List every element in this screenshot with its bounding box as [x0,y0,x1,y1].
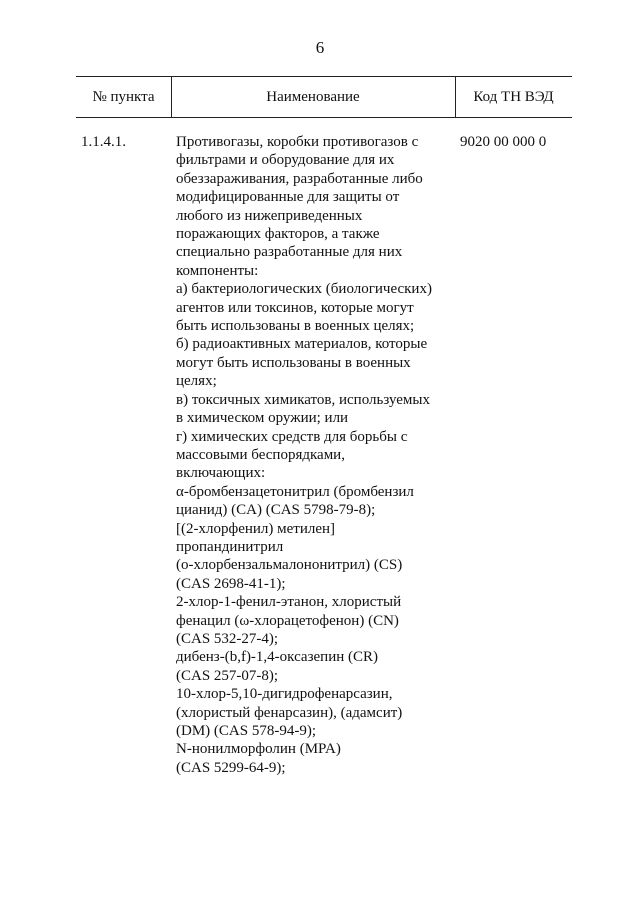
item-name-line: N-нонилморфолин (MPA) [176,741,341,758]
item-name-line: (CAS 532-27-4); [176,630,279,647]
item-name-line: (CAS 2698-41-1); [176,575,286,592]
item-number-cell: 1.1.4.1. [81,134,126,150]
header-item-number: № пункта [92,89,155,105]
regulation-table [76,76,572,776]
item-name-line: могут быть использованы в военных [176,354,411,371]
header-name: Наименование [266,89,360,105]
item-name-line: дибенз-(b,f)-1,4-оксазепин (CR) [176,649,379,666]
item-name-cell [176,133,461,777]
item-name-line: 2-хлор-1-фенил-этанон, хлористый [176,594,402,611]
item-name-line: массовыми беспорядками, [176,446,345,463]
item-name-line: Противогазы, коробки противогазов с [176,134,419,150]
item-name-line: целях; [176,373,217,390]
item-name-line: г) химических средств для борьбы с [176,428,408,445]
page-number: 6 [315,38,325,57]
item-name-line: (DM) (CAS 578-94-9); [176,723,316,739]
item-name-line: включающих: [176,465,266,482]
item-name-line: (о-хлорбензальмалононитрил) (CS) [176,557,403,574]
item-name-line: фенацил (ω-хлорацетофенон) (CN) [176,612,399,629]
item-name-line: 10-хлор-5,10-дигидрофенарсазин, [176,686,393,703]
item-name-line: (хлористый фенарсазин), (адамсит) [176,704,403,721]
item-name-line: (CAS 5299-64-9); [176,759,286,776]
item-name-line: в) токсичных химикатов, используемых [176,391,430,408]
item-name-line: модифицированные для защиты от [176,189,400,206]
item-code-cell: 9020 00 000 0 [460,134,547,150]
table-header-row [76,76,572,118]
item-name-line: цианид) (CA) (CAS 5798-79-8); [176,502,376,519]
item-name-line: в химическом оружии; или [176,410,349,427]
item-name-line: пропандинитрил [176,538,284,555]
item-name-line: α-бромбензацетонитрил (бромбензил [176,483,414,500]
item-name-line: специально разработанные для них [176,244,403,261]
item-name-line: б) радиоактивных материалов, которые [176,336,428,353]
item-name-line: (CAS 257-07-8); [176,667,279,684]
item-name-line: любого из нижеприведенных [176,207,363,224]
item-name-line: поражающих факторов, а также [176,226,380,243]
header-code: Код ТН ВЭД [473,89,554,105]
item-name-line: фильтрами и оборудование для их [176,152,395,169]
item-name-line: агентов или токсинов, которые могут [176,299,414,316]
item-name-line: [(2-хлорфенил) метилен] [176,520,336,537]
item-name-line: быть использованы в военных целях; [176,318,415,335]
item-name-line: компоненты: [176,262,259,279]
item-name-line: а) бактериологических (биологических) [176,281,432,298]
item-name-line: обеззараживания, разработанные либо [176,170,423,187]
